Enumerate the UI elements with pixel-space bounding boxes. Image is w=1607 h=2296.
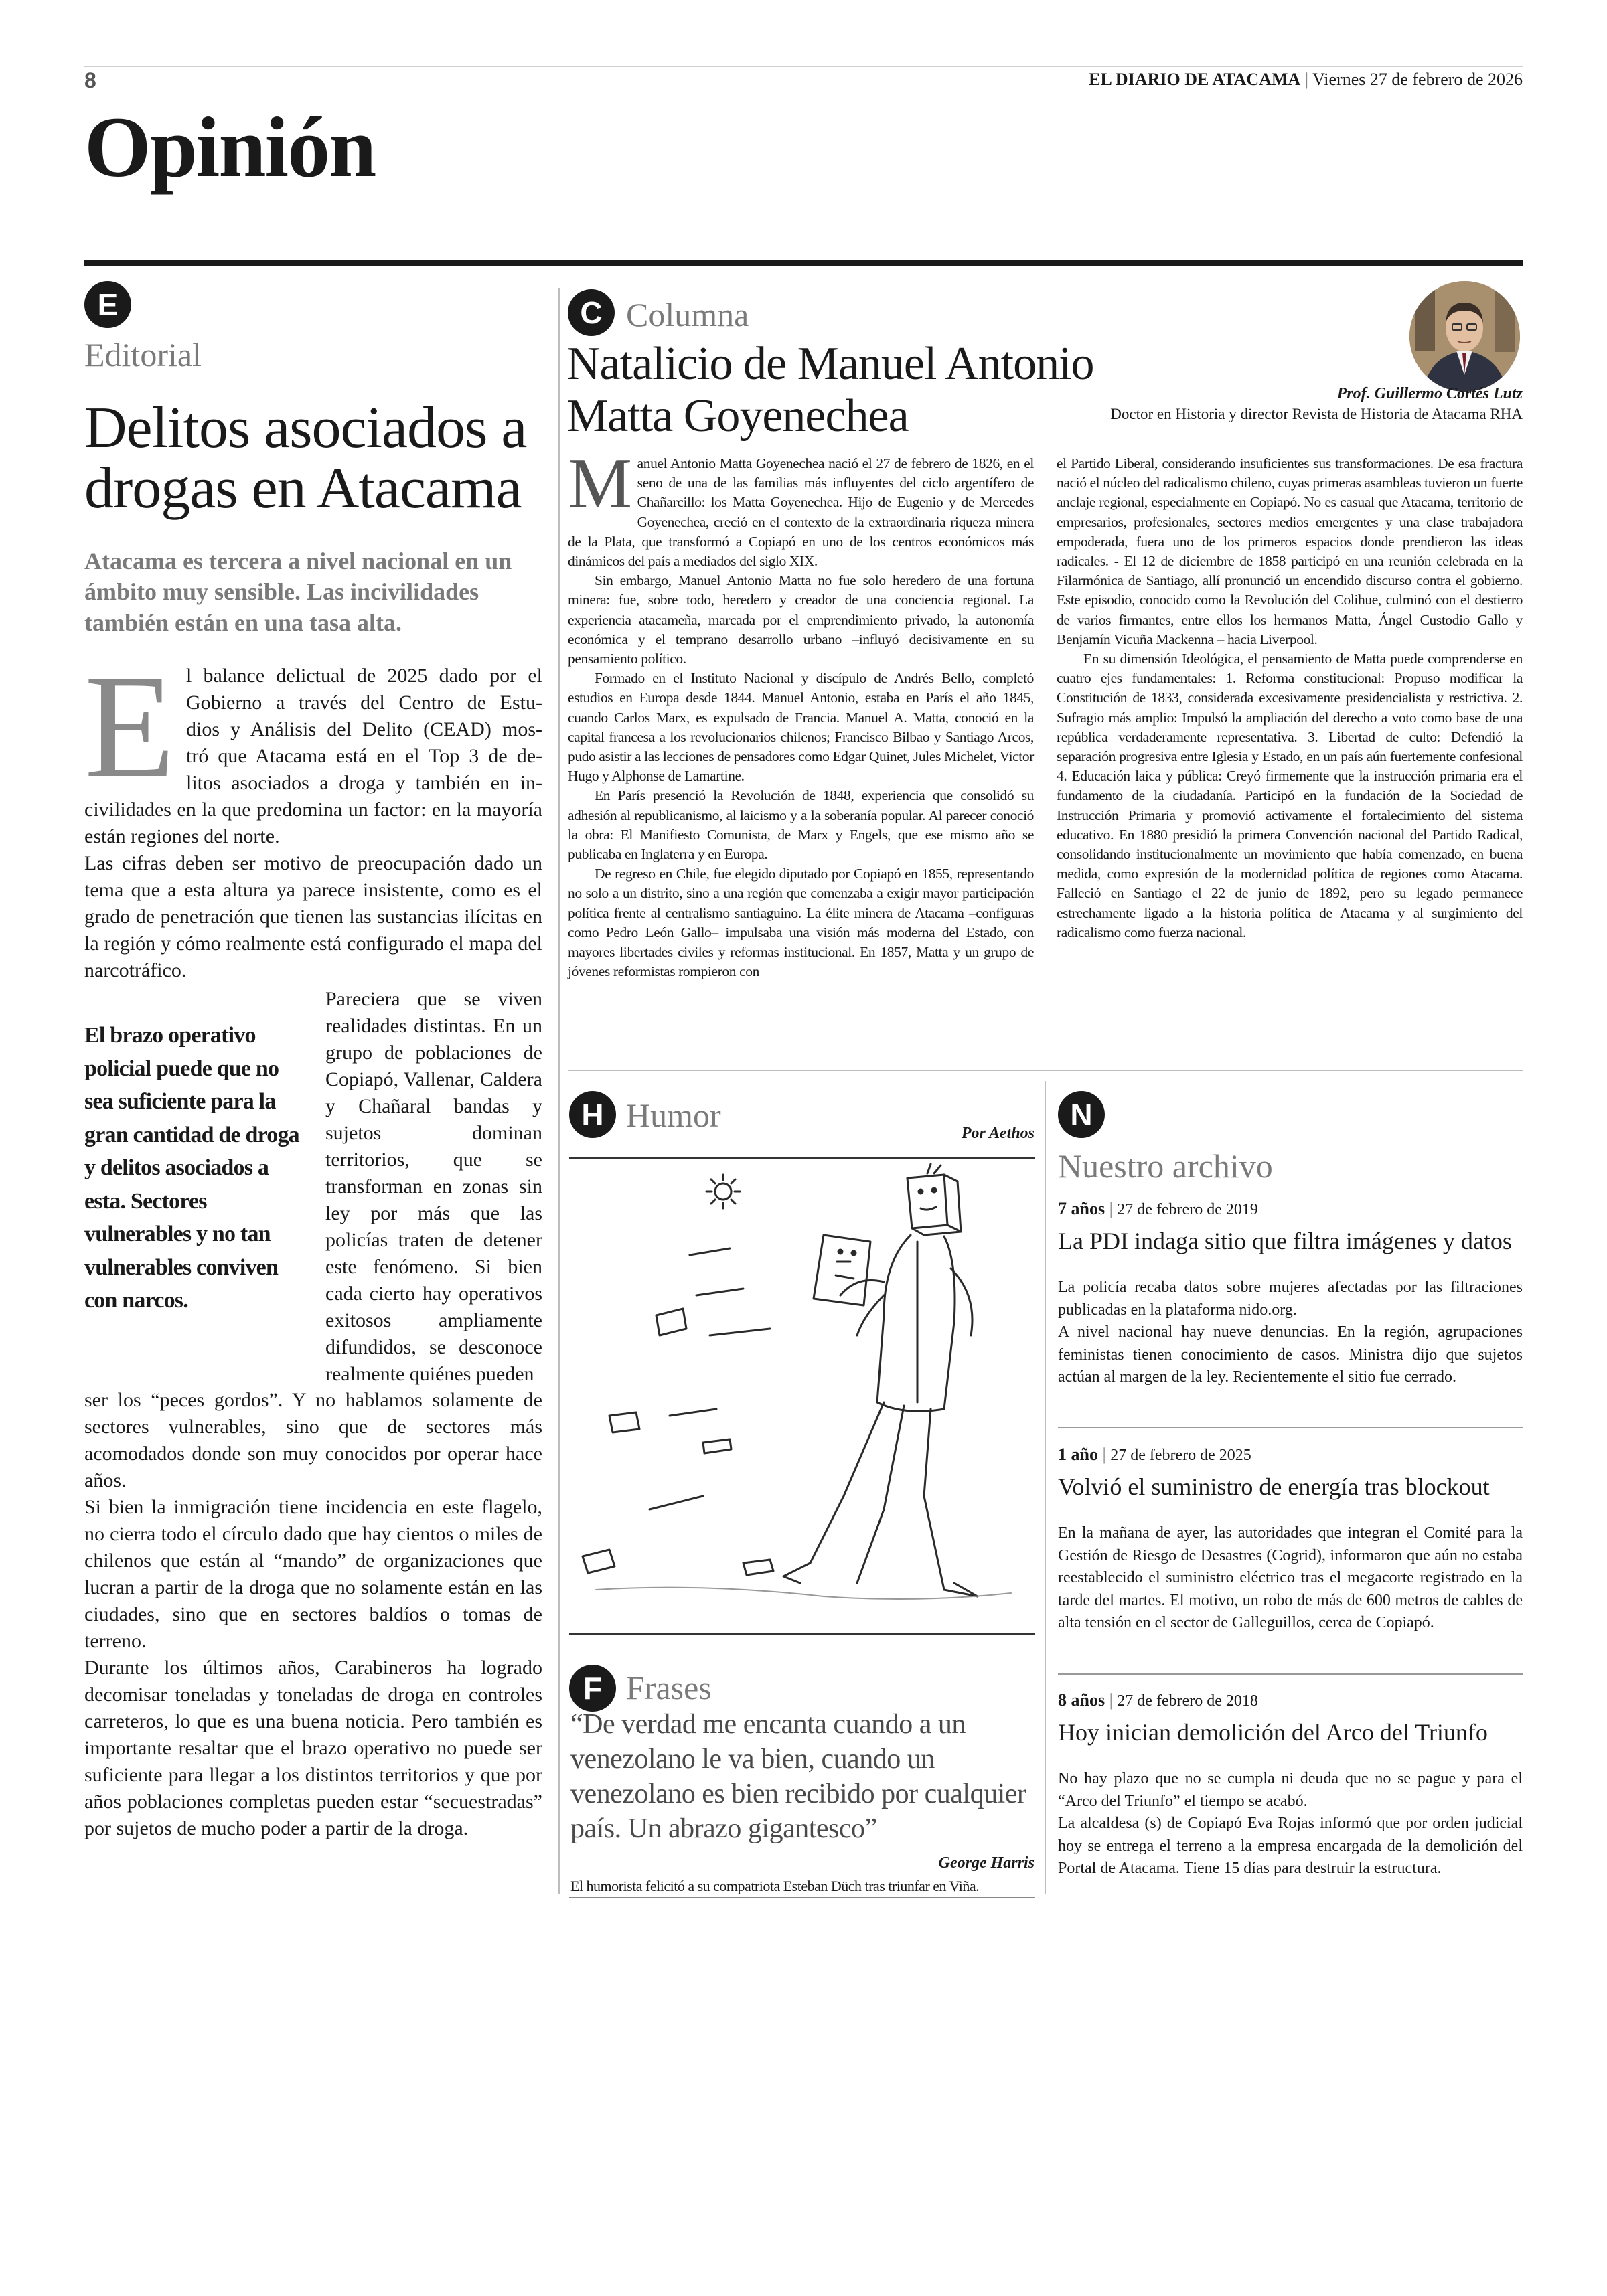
- archivo-paragraph: No hay plazo que no se cumpla ni deuda que no se pague y para el “Arco del Triunfo” el tiempo se acabó.: [1058, 1770, 1523, 1810]
- humor-credit: Por Aethos: [961, 1125, 1035, 1142]
- column-paragraph: En París presenció la Revolución de 1848, experiencia que consolidó su adhesión al republicanismo, al laicismo y a la soberanía popular. Al parecer conoció la obra: El Manifiesto Comunista, de Marx y Engels, que ese mismo año se publicaba en Inglaterra y en Europa.: [568, 787, 1034, 863]
- editorial-p1-line: dios y Análisis del Delito (CEAD) mos-: [186, 718, 542, 740]
- column-paragraph: De regreso en Chile, fue elegido diputado por Copiapó en 1855, representando no solo a un distrito, sino a una región que comenzaba a exigir mayor participación política frente al centralismo santiaguino. La élite minera de Atacama –configuras como Pedro León Gallo– impulsaba una visión más moderna del Estado, con mayores libertades civiles y reformas institucional. En 1857, Matta y un grupo de jóvenes reformistas rompieron con: [568, 866, 1034, 980]
- frases-bottom-rule: [569, 1897, 1035, 1898]
- column-paragraph: el Partido Liberal, considerando insuficientes sus transformaciones. De esa fractura nació el núcleo del radicalismo chileno, cuyas primeras asambleas tuvieron un fuerte anclaje regional, especialmente en Copiapó. No es casual que Atacama, territorio de empresarios, profesionales, sectores medios emergentes y una clase trabajadora empoderada, fuera uno de los primeros espacios donde prendieron las ideas radicales. - El 12 de diciembre de 1858 participó en una reunión celebrada en la Filarmónica de Santiago, allí pronunció un encendido discurso contra el gobierno. Este episodio, conocido como la Revolución del Colihue, culminó con el destierro de varios firmantes, entre ellos los hermanos Matta, Ángel Custodio Gallo y Benjamín Vicuña Mackenna – hacia Liverpool.: [1057, 455, 1523, 647]
- cartoon-bottom-rule: [569, 1633, 1035, 1635]
- archivo-body: [1058, 1277, 1523, 1389]
- editorial-p1-line: litos asociados a droga y también en in-: [186, 772, 542, 794]
- editorial-body-lower: [84, 1387, 542, 1842]
- archivo-date: 27 de febrero de 2018: [1117, 1692, 1258, 1710]
- archivo-badge: N: [1058, 1091, 1105, 1138]
- column-body-left: [568, 444, 1034, 981]
- masthead-line: [1089, 70, 1523, 90]
- editorial-kicker: Editorial: [84, 336, 202, 374]
- column-divider: [558, 288, 560, 1894]
- column-kicker: Columna: [626, 296, 749, 333]
- editorial-headline: [84, 398, 553, 519]
- archivo-paragraph: En la mañana de ayer, las autoridades que integran el Comité para la Gestión de Riesgo de Desastres (Cogrid), informaron que aún no estaba reestablecido el suministro eléctrico tras el megacorte registrado en la tarde del martes. El motivo, un robo de más de 600 metros de cables de alta tensión en el sector de Galleguillos, cerca de Copiapó.: [1058, 1524, 1523, 1631]
- section-rule: [84, 260, 1523, 266]
- editorial-deck: Atacama es tercera a nivel nacional en un ámbito muy sensible. Las incivilidades también están en una tasa alta.: [84, 548, 512, 636]
- column-headline: [566, 338, 1169, 442]
- editorial-pullquote: El brazo operativo policial puede que no sea suficiente para la gran cantidad de droga y delitos asociados a esta. Sectores vulnerables y no tan vulnerables conviven con narcos.: [84, 1023, 299, 1313]
- column-paragraph: anuel Antonio Matta Goyenechea nació el 27 de febrero de 1826, en el seno de una de las familias más influyentes del ciclo argentífero de Chañarcillo: los Matta Goyenechea. Hijo de Eugenio y de Mercedes Goyenechea, creció en el contexto de la extraordinaria riqueza minera de la Plata, que transformó a Copiapó en uno de los centros económicos más dinámicos del país a mediados del siglo XIX.: [568, 455, 1034, 570]
- editorial-p1-rest: civilidades en la que predomina un factor: en la mayoría están regiones del norte.: [84, 799, 542, 847]
- editorial-p1-lines: [186, 663, 542, 797]
- column-author: Prof. Guillermo Cortés Lutz: [1336, 385, 1523, 402]
- page-header: [84, 64, 1523, 104]
- column-paragraph: En su dimensión Ideológica, el pensamiento de Matta puede comprenderse en cuatro ejes fundamentales: 1. Reforma constitucional: Propuso modificar la Constitución de 1833, considerada excesivamente presidencialista y restrictiva. 2. Sufragio más amplio: Impulsó la ampliación del derecho a voto como base de una república verdaderamente representativa. 3. Libertad de culto: Defendió la separación progresiva entre Iglesia y Estado, en un país aún fuertemente confesional 4. Educación laica y pública: Creyó firmemente que la instrucción primaria era el fundamento de la ciudadanía. Participó en la fundación de la Sociedad de Instrucción Primaria y promovió activamente el fortalecimiento del sistema educativo. En 1880 presidió la primera Convención nacional del Partido Radical, consolidando institucionalmente un movimiento que había comenzado, en buena medida, como expresión de la modernidad política de regiones como Atacama. Falleció en Santiago el 22 de junio de 1892, pero su legado permanece estrechamente ligado a la historia política de Atacama y al surgimiento del radicalismo como fuerza nacional.: [1057, 651, 1523, 940]
- archivo-item: [1058, 1197, 1523, 1389]
- archivo-headline: Volvió el suministro de energía tras blockout: [1058, 1473, 1490, 1500]
- frases-caption: El humorista felicitó a su compatriota Esteban Düch tras triunfar en Viña.: [570, 1878, 980, 1894]
- archivo-date: 27 de febrero de 2019: [1117, 1201, 1258, 1218]
- archivo-meta-separator: |: [1105, 1690, 1118, 1710]
- column-badge: C: [568, 289, 615, 336]
- drop-cap-m: M: [568, 444, 632, 523]
- archivo-divider: [1058, 1673, 1523, 1675]
- archivo-body: [1058, 1768, 1523, 1880]
- editorial-body: [84, 645, 542, 984]
- newspaper-name: EL DIARIO DE ATACAMA: [1089, 70, 1301, 89]
- drop-cap-e: E: [84, 645, 175, 809]
- humor-kicker: Humor: [626, 1096, 721, 1134]
- cartoon-illustration: [569, 1161, 1035, 1630]
- column-author-role: Doctor en Historia y director Revista de Historia de Atacama RHA: [1110, 406, 1523, 422]
- column-divider: [1045, 1081, 1046, 1894]
- frases-quote: “De verdad me encanta cuando a un venezolano le va bien, cuando un venezolano es bien recibido por cualquier país. Un abrazo gigantesco”: [570, 1709, 1026, 1844]
- archivo-date: 27 de febrero de 2025: [1110, 1447, 1251, 1464]
- editorial-badge: E: [84, 281, 131, 328]
- column-body-right: [1057, 454, 1523, 942]
- archivo-item-meta: [1058, 1688, 1523, 1713]
- archivo-kicker: Nuestro archivo: [1058, 1147, 1273, 1185]
- editorial-p1-line: l balance delictual de 2025 dado por el: [186, 665, 542, 687]
- author-portrait-icon: [1409, 281, 1520, 392]
- archivo-headline: La PDI indaga sitio que filtra imágenes y datos: [1058, 1228, 1512, 1254]
- editorial-p1-line: tró que Atacama está en el Top 3 de de-: [186, 745, 542, 767]
- column-bottom-rule: [568, 1070, 1523, 1071]
- column-paragraph: Formado en el Instituto Nacional y discípulo de Andrés Bello, completó estudios en Europa desde 1844. Manuel Antonio, estaba en París el año 1845, cuando Carlos Marx, es expulsado de Francia. Manuel A. Matta, conoció en la capital francesa a los revolucionarios chilenos; Francisco Bilbao y Santiago Arcos, pudo asistir a las lecciones de pensadores como Edgar Quinet, Jules Michelet, Victor Hugo y Alphonse de Lamartine.: [568, 670, 1034, 785]
- archivo-item: [1058, 1688, 1523, 1880]
- archivo-years: 1 año: [1058, 1445, 1098, 1464]
- humor-badge: H: [569, 1091, 616, 1138]
- page-number: 8: [84, 68, 96, 92]
- editorial-p1-line: Gobierno a través del Centro de Estu-: [186, 691, 542, 714]
- archivo-headline: Hoy inician demolición del Arco del Triunfo: [1058, 1719, 1488, 1746]
- column-headline-line-1: Natalicio de Manuel Antonio: [566, 338, 1094, 390]
- cartoon-top-rule: [569, 1157, 1035, 1159]
- archivo-years: 7 años: [1058, 1199, 1105, 1218]
- frases-author: George Harris: [938, 1854, 1035, 1872]
- author-avatar: [1409, 281, 1520, 392]
- header-rule: [84, 66, 1523, 67]
- editorial-headline-line-2: drogas en Atacama: [84, 456, 522, 521]
- section-title: Opinión: [84, 100, 376, 195]
- column-headline-line-2: Matta Goyenechea: [566, 390, 909, 442]
- archivo-paragraph: A nivel nacional hay nueve denuncias. En la región, agrupaciones feministas tienen conocimiento de casos. Ministra dijo que sujetos actúan al margen de la ley. Recientemente el sitio fue cerrado.: [1058, 1323, 1523, 1386]
- archivo-item-meta: [1058, 1443, 1523, 1467]
- frases-badge: F: [569, 1665, 616, 1712]
- archivo-meta-separator: |: [1097, 1445, 1111, 1464]
- archivo-body: [1058, 1522, 1523, 1635]
- archivo-paragraph: La policía recaba datos sobre mujeres afectadas por las filtraciones publicadas en la plataforma nido.org.: [1058, 1279, 1523, 1319]
- editorial-paragraph: Las cifras deben ser motivo de preocupación dado un tema que a esta altura ya parece insistente, como es el grado de penetración que tienen las sustancias ilícitas en la región y cómo realmente está configurado el mapa del narcotráfico.: [84, 852, 542, 981]
- editorial-headline-line-1: Delitos asociados a: [84, 396, 527, 461]
- archivo-meta-separator: |: [1105, 1199, 1118, 1218]
- issue-date: Viernes 27 de febrero de 2026: [1312, 70, 1523, 89]
- editorial-paragraph: ser los “peces gordos”. Y no hablamos solamente de sectores vulnerables, sino que de sectores más acomodados donde son muy conocidos por operar hace años.: [84, 1389, 542, 1491]
- editorial-paragraph-wrap: Pareciera que se viven realidades distintas. En un grupo de poblaciones de Copiapó, Vallenar, Caldera y Chañaral bandas y sujetos dominan territorios, que se transforman en zonas sin ley por más que las policías traten de detener este fenómeno. Si bien cada cierto hay operativos exitosos ampliamente difundidos, se desconoce realmente quiénes pueden: [325, 988, 542, 1385]
- column-paragraph: Sin embargo, Manuel Antonio Matta no fue solo heredero de una fortuna minera: fue, sobre todo, heredero y creador de una conciencia regional. La experiencia atacameña, marcada por el emprendimiento privado, la autonomía económica y el temprano desarrollo urbano –influyó decisivamente en su pensamiento político.: [568, 572, 1034, 667]
- editorial-paragraph: Si bien la inmigración tiene incidencia en este flagelo, no cierra todo el círculo dado que hay cientos o miles de chilenos que están al “mando” de organizaciones que lucran a partir de la droga que no solamente están en las ciudades, sino que en sectores baldíos o tomas de terreno.: [84, 1496, 542, 1652]
- archivo-item: [1058, 1443, 1523, 1635]
- frases-kicker: Frases: [626, 1669, 712, 1706]
- archivo-years: 8 años: [1058, 1690, 1105, 1710]
- archivo-paragraph: La alcaldesa (s) de Copiapó Eva Rojas informó que por orden judicial hoy se entrega el terreno a la empresa encargada de la demolición del Portal de Atacama. Tiene 15 días para destruir la estructura.: [1058, 1815, 1523, 1877]
- cartoon-drawing-icon: [569, 1161, 1035, 1630]
- editorial-paragraph: Durante los últimos años, Carabineros ha logrado decomisar toneladas y toneladas de droga en controles carreteros, lo que es una buena noticia. Pero también es importante resaltar que el brazo operativo no puede ser suficiente para llegar a los distintos territorios y que por años poblaciones completas pueden estar “secuestradas” por sujetos de mucho poder a partir de la droga.: [84, 1657, 542, 1839]
- archivo-item-meta: [1058, 1197, 1523, 1222]
- masthead-separator: |: [1304, 70, 1313, 89]
- archivo-divider: [1058, 1427, 1523, 1428]
